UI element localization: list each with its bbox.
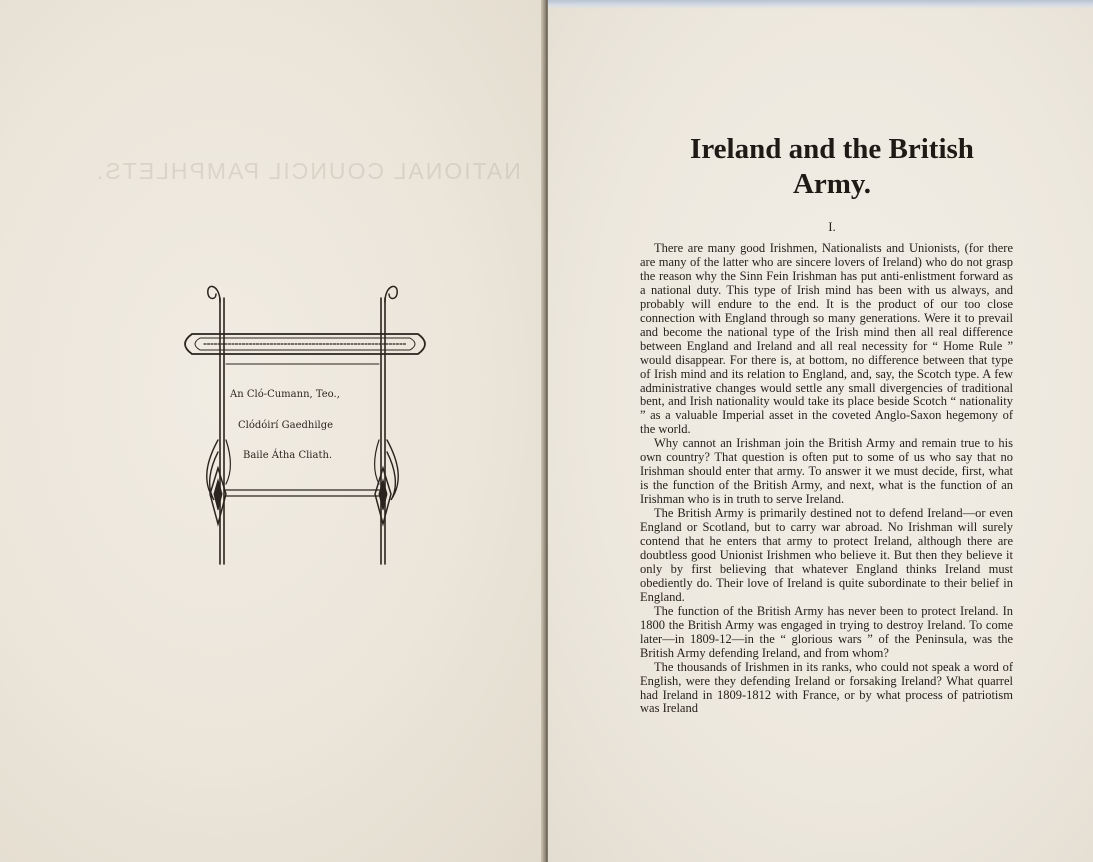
top-edge-strip (548, 0, 1093, 9)
chapter-title (612, 132, 1052, 202)
left-page (0, 0, 545, 862)
chapter-title-line-2: Army. (792, 168, 872, 200)
imprint-printers: Clódóirí Gaedhilge (238, 420, 334, 431)
imprint-publisher: An Cló-Cumann, Teo., (230, 389, 340, 400)
paragraph: The British Army is primarily destined not to defend Ireland—or even England or Scotland, but to carry war abroad. No Irishman will surely contend that he enters that army to protect Ireland, although there are doubtless good Unionist Irishmen who believe it. But then they believe it only by first believing that whatever England thinks Ireland must obediently do. Their love of Ireland is quite subordinate to their belief in England. (640, 506, 1013, 604)
bleed-through-text: NATIONAL COUNCIL PAMPHLETS. (95, 158, 521, 184)
paragraph: There are many good Irishmen, Nationalists and Unionists, (for there are many of the latter who are sincere lovers of Ireland) who do not grasp the reason why the Sinn Fein Irishman has put anti-enlistment forward as a national duty. This type of Irish mind has been with us always, and probably will endure to the end. It is the product of our too close connection with England through so many generations. Were it to prevail and become the national type of the Irish mind then all real difference between England and Ireland and all real necessity for “ Home Rule ” would disappear. For there is, at bottom, no difference between that type of Irish mind and its relation to England, and, say, the Scotch type. A few administrative changes would settle any small divergencies of traditional bent, and Irish nationality would take its place beside Scotch “ nationality ” as a valuable Imperial asset in the coveted Anglo-Saxon hegemony of the world. (640, 241, 1013, 437)
body-text (640, 242, 1013, 716)
section-number: I. (828, 219, 836, 234)
paragraph: The thousands of Irishmen in its ranks, who could not speak a word of English, were they defending Ireland or forsaking Ireland? What quarrel had Ireland in 1809-1812 with France, or by what process of patriotism was Ireland (640, 659, 1013, 716)
paragraph: Why cannot an Irishman join the British Army and remain true to his own country? That question is often put to some of us who say that no Irishman should enter that army. To answer it we must decide, first, what is the function of the British Army, and next, what is the function of an Irishman who is in truth to serve Ireland. (640, 436, 1013, 507)
chapter-title-line-1: Ireland and the British (690, 133, 974, 165)
paragraph: The function of the British Army has never been to protect Ireland. In 1800 the British Army was engaged in trying to destroy Ireland. To come later—in 1809-12—in the “ glorious wars ” of the Peninsula, was the British Army defending Ireland, and from whom? (640, 603, 1013, 660)
imprint-place: Baile Átha Cliath. (243, 450, 333, 461)
